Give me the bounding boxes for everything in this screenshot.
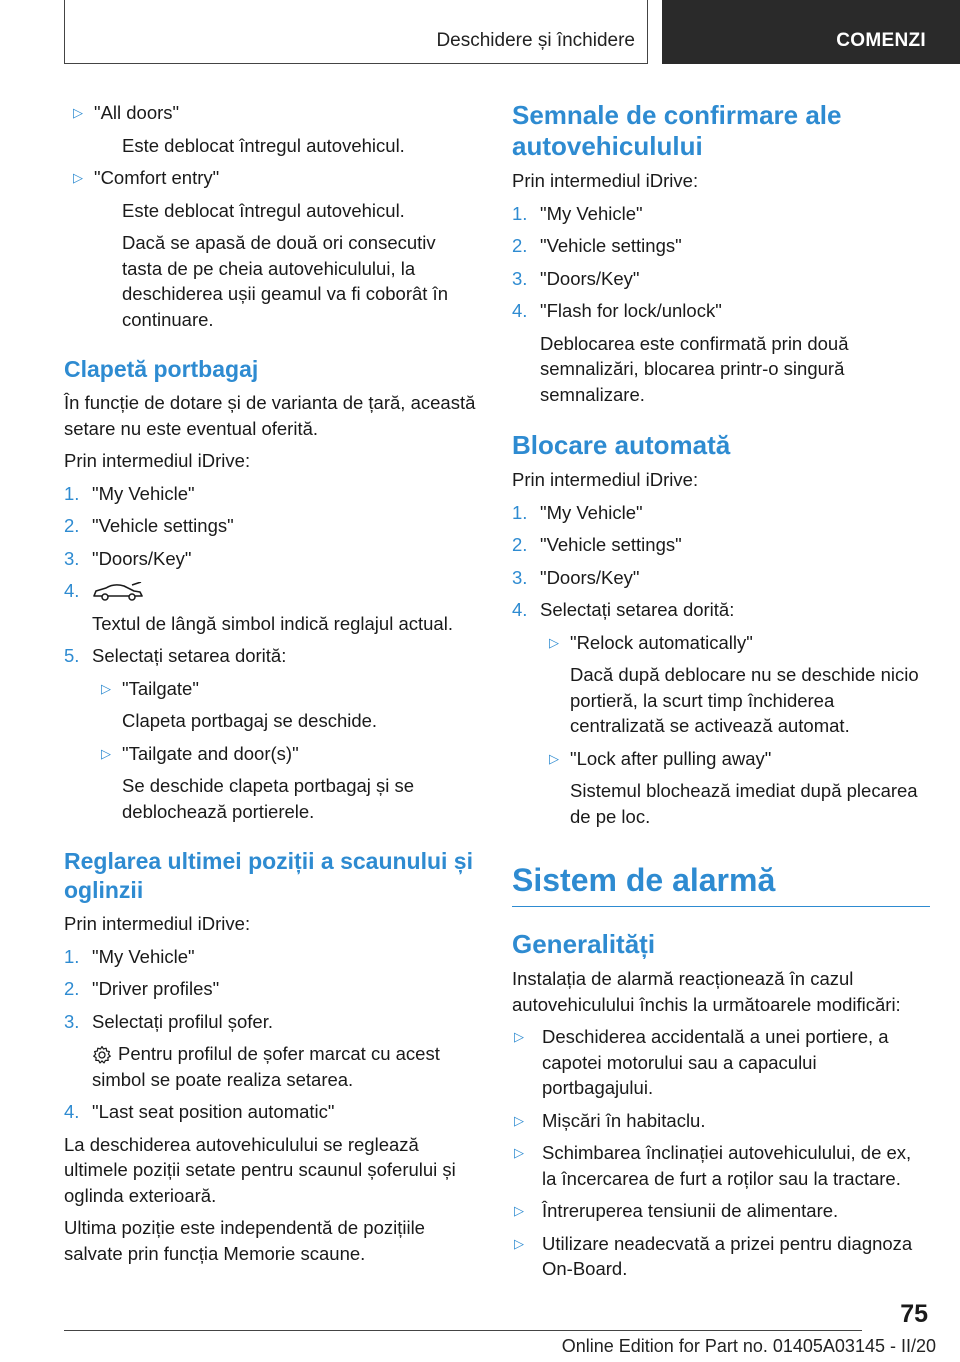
bullet-icon: ▷: [101, 680, 111, 696]
paragraph: Prin intermediul iDrive:: [64, 913, 251, 934]
option-desc: Dacă după deblocare nu se deschide nicio portieră, la scurt timp închiderea centralizată se activează automat.: [570, 664, 919, 736]
list-item: 1. "My Vehicle": [512, 501, 643, 523]
footer-divider: [64, 1330, 862, 1331]
paragraph: Instalația de alarmă reacționează în cazul autovehiculului închis la următoarele modificări:: [512, 968, 901, 1015]
list-item: 2. "Vehicle settings": [512, 534, 682, 555]
car-icon: [92, 582, 144, 602]
bullet-icon: ▷: [514, 1203, 524, 1218]
paragraph: În funcție de dotare și de varianta de țară, această setare nu este eventual oferită.: [64, 392, 476, 439]
option-lock-away: ▷ "Lock after pulling away": [540, 746, 930, 772]
list-item: 3. "Doors/Key": [512, 566, 640, 588]
page-number: 75: [900, 1300, 928, 1328]
bullet-icon: ▷: [549, 750, 559, 766]
step-desc: Textul de lângă simbol indică reglajul actual.: [92, 612, 453, 634]
section-title: Deschidere și închidere: [436, 30, 635, 51]
heading-confirmation: Semnale de confirmare ale autovehiculului: [512, 100, 842, 161]
paragraph: Prin intermediul iDrive:: [512, 170, 699, 191]
list-item: 5. Selectați setarea dorită:: [64, 645, 287, 666]
option-relock: ▷ "Relock automatically": [540, 630, 930, 656]
right-column: [512, 100, 930, 1289]
chapter-title: COMENZI: [836, 30, 926, 51]
paragraph: Prin intermediul iDrive:: [64, 450, 251, 471]
left-column: [64, 100, 476, 1273]
list-item: 1. "My Vehicle": [512, 202, 643, 224]
bullet-icon: ▷: [549, 634, 559, 650]
list-item: ▷ Întreruperea tensiunii de alimentare.: [512, 1198, 930, 1224]
bullet-icon: ▷: [514, 1145, 524, 1160]
section-tab: [64, 0, 648, 64]
list-item: 4. "Flash for lock/unlock": [512, 300, 722, 321]
list-item: 1. "My Vehicle": [64, 945, 195, 967]
chapter-tab: [662, 0, 960, 64]
heading-alarm: Sistem de alarmă: [512, 860, 930, 907]
list-item: 1. "My Vehicle": [64, 482, 195, 504]
option-desc: Este deblocat întregul autovehicul.: [122, 134, 405, 156]
list-item: 4. Selectați setarea dorită:: [512, 599, 735, 620]
option-desc: Dacă se apasă de două ori consecutiv tasta de pe cheia autovehiculului, la deschiderea ușii geamul va fi coborât în continuare.: [122, 232, 448, 330]
list-item: 3. "Doors/Key": [64, 547, 192, 569]
list-item: 2. "Vehicle settings": [512, 235, 682, 256]
heading-trunk: Clapetă portbagaj: [64, 356, 259, 382]
list-item: 2. "Driver profiles": [64, 978, 220, 999]
heading-autolock: Blocare automată: [512, 430, 731, 460]
bullet-icon: ▷: [514, 1029, 524, 1044]
option-all-doors: ▷ "All doors": [64, 100, 476, 126]
step-desc: Deblocarea este confirmată prin două semnalizări, blocarea printr-o singură semnalizare.: [540, 332, 849, 405]
bullet-icon: ▷: [73, 105, 83, 120]
page-header: [0, 0, 960, 66]
list-item: 3. Selectați profilul șofer.: [64, 1010, 273, 1032]
option-desc: Sistemul blochează imediat după plecarea de pe loc.: [570, 780, 918, 827]
list-item: 2. "Vehicle settings": [64, 515, 234, 536]
bullet-icon: ▷: [101, 745, 111, 761]
footer-edition: Online Edition for Part no. 01405A03145 - II/20: [561, 1336, 936, 1356]
step-note: Pentru profilul de șofer marcat cu acest simbol se poate realiza setarea.: [92, 1043, 440, 1090]
option-comfort-entry: ▷ "Comfort entry": [64, 165, 476, 191]
list-item: ▷ Mișcări în habitaclu.: [512, 1108, 930, 1134]
list-item: 4. "Last seat position automatic": [64, 1101, 335, 1122]
list-item: ▷ Schimbarea înclinației autovehiculului, de ex, la încercarea de furt a roților sau la tractare.: [512, 1140, 930, 1191]
option-tailgate-doors: ▷ "Tailgate and door(s)": [92, 741, 476, 767]
option-desc: Se deschide clapeta portbagaj și se deblochează portierele.: [122, 775, 415, 822]
option-desc: Clapeta portbagaj se deschide.: [122, 710, 378, 731]
heading-seat-position: Reglarea ultimei poziții a scaunului și oglinzii: [64, 848, 473, 903]
paragraph: Prin intermediul iDrive:: [512, 469, 699, 490]
bullet-icon: ▷: [514, 1112, 524, 1128]
list-item: ▷ Deschiderea accidentală a unei portiere, a capotei motorului sau a capacului portbagajului.: [512, 1024, 930, 1101]
option-desc: Este deblocat întregul autovehicul.: [122, 199, 405, 221]
list-item: 4.: [64, 578, 476, 604]
list-item: 3. "Doors/Key": [512, 267, 640, 289]
paragraph: Ultima poziție este independentă de pozițiile salvate prin funcția Memorie scaune.: [64, 1217, 425, 1264]
heading-general: Generalități: [512, 929, 656, 959]
paragraph: La deschiderea autovehiculului se reglează ultimele poziții setate pentru scaunul șoferului și oglinda exterioară.: [64, 1133, 456, 1206]
list-item: ▷ Utilizare neadecvată a prizei pentru diagnoza On-Board.: [512, 1231, 930, 1282]
bullet-icon: ▷: [514, 1235, 524, 1251]
gear-icon: [92, 1045, 112, 1065]
bullet-icon: ▷: [73, 170, 83, 185]
option-tailgate: ▷ "Tailgate": [92, 676, 476, 702]
